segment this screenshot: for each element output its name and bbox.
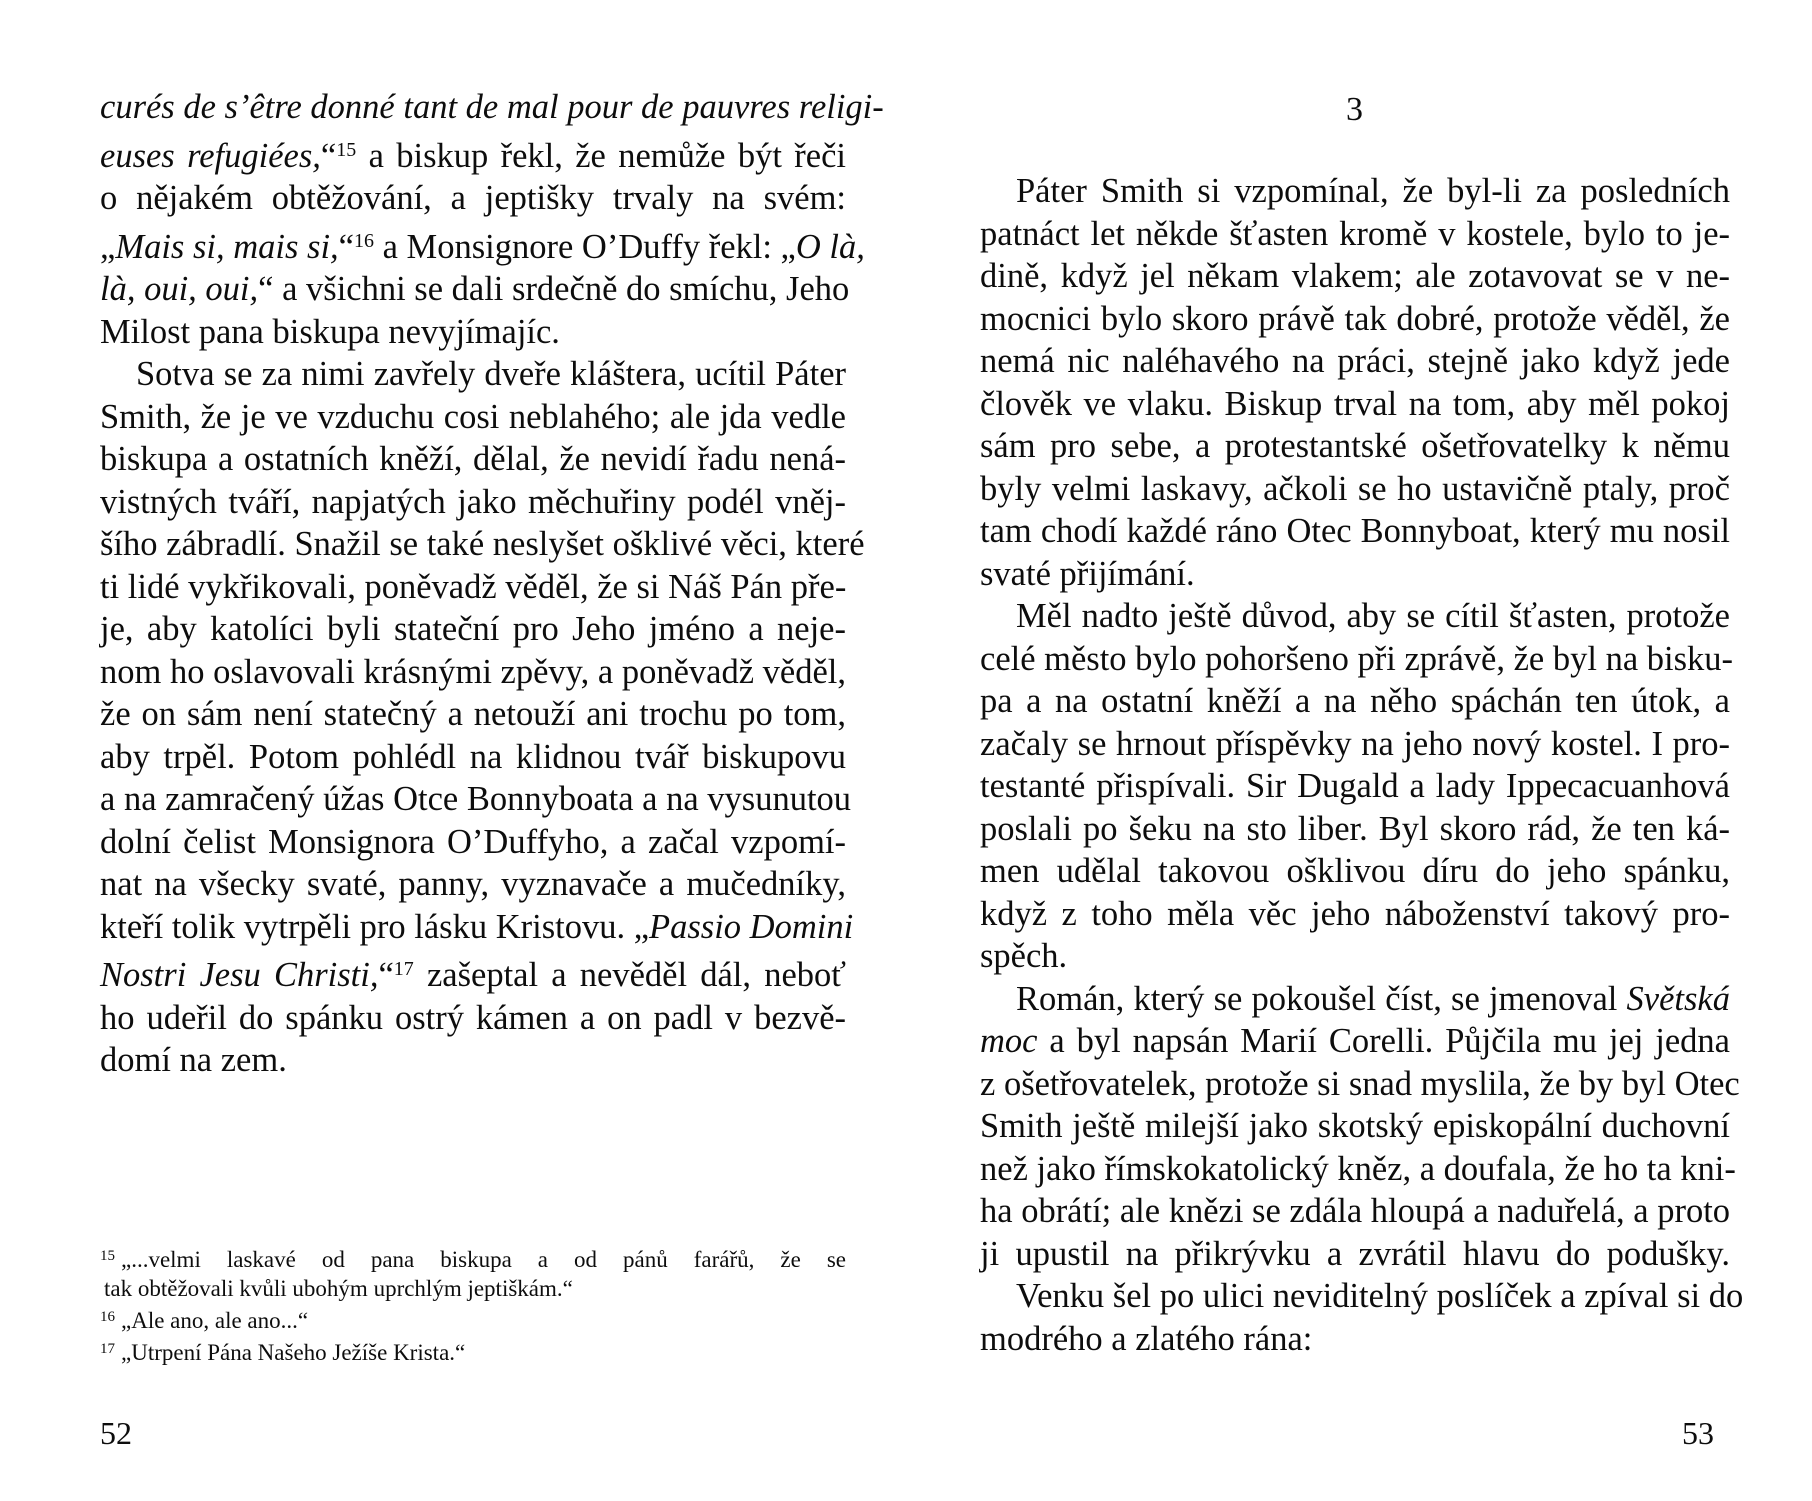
italic-text: là, oui, oui, (100, 270, 259, 308)
text-segment: je, aby katolíci byli stateční pro Jeho jméno a neje- (100, 610, 846, 648)
footnote-line (100, 1274, 846, 1303)
text-line (980, 468, 1730, 511)
text-line (100, 353, 846, 396)
text-segment: testanté přispívali. Sir Dugald a lady Ippecacuanhová (980, 767, 1730, 805)
text-line (100, 821, 846, 864)
text-line (100, 566, 846, 609)
text-segment: poslali po šeku na sto liber. Byl skoro rád, že ten ká- (980, 809, 1730, 848)
text-line (100, 778, 852, 821)
text-line (100, 608, 846, 651)
text-line (980, 808, 1730, 851)
text-segment: a Monsignore O’Duffy řekl: „ (373, 227, 796, 266)
text-line (100, 481, 846, 524)
footnote-line (100, 1242, 846, 1274)
text-line (100, 396, 846, 439)
italic-text: Mais si, mais si, (115, 227, 339, 266)
text-segment: když z toho měla věc jeho náboženství takový pro- (980, 894, 1730, 933)
text-line (980, 383, 1730, 426)
text-line (980, 1063, 1740, 1106)
text-segment: kteří tolik vytrpěli pro lásku Kristovu. „ (100, 907, 650, 946)
page-number-right: 53 (1682, 1415, 1714, 1451)
text-line (980, 935, 1730, 978)
text-segment: ji upustil na přikrývku a zvrátil hlavu do podušky. (980, 1234, 1730, 1273)
text-segment: “ (320, 136, 337, 175)
text-line (980, 298, 1730, 341)
text-segment: mocnici bylo skoro právě tak dobré, protože věděl, že (980, 299, 1730, 338)
text-line (980, 978, 1730, 1021)
text-segment: biskupa a ostatních kněží, dělal, že nevidí řadu nená- (100, 440, 846, 478)
text-segment: domí na zem. (100, 1041, 287, 1079)
text-segment: ha obrátí; ale knězi se zdála hloupá a naduřelá, a proto (980, 1192, 1731, 1230)
footnote (100, 1242, 846, 1303)
text-segment: Román, který se pokoušel číst, se jmenoval (1016, 979, 1627, 1018)
footnote-number: 15 (100, 1248, 115, 1264)
text-line (980, 213, 1730, 256)
text-segment: zašeptal a nevěděl dál, neboť (413, 956, 846, 994)
text-segment: člověk ve vlaku. Biskup trval na tom, aby měl pokoj (980, 384, 1730, 423)
right-page (906, 0, 1812, 1501)
text-segment: nemá nic naléhavého na práci, stejně jako když jede (980, 342, 1730, 380)
footnote-reference: 16 (353, 229, 374, 252)
text-line (100, 523, 865, 566)
text-line (100, 948, 846, 997)
footnote-number: 17 (100, 1341, 115, 1357)
text-line (980, 1020, 1730, 1063)
text-line (980, 1105, 1730, 1148)
text-line (100, 311, 846, 354)
footnote-text: „...velmi laskavé od pana biskupa a od pánů farářů, že se (121, 1247, 846, 1272)
text-segment: šího zábradlí. Snažil se také neslyšet ošklivé věci, které (100, 525, 865, 563)
text-segment: nat na všecky svaté, panny, vyznavače a mučedníky, (100, 865, 846, 903)
right-page-text (980, 170, 1744, 1360)
text-line (100, 1039, 846, 1082)
text-segment: “ (378, 956, 394, 994)
text-segment: než jako římskokatolický kněz, a doufala, že ho ta kni- (980, 1149, 1736, 1188)
text-segment: aby trpěl. Potom pohlédl na klidnou tvář biskupovu (100, 737, 846, 776)
italic-text: Nostri Jesu Christi, (100, 956, 379, 994)
text-segment: modrého a zlatého rána: (980, 1319, 1313, 1358)
footnote-reference: 17 (393, 958, 414, 980)
text-line (980, 595, 1730, 638)
text-segment: nom ho oslavovali krásnými zpěvy, a poněvadž věděl, (100, 652, 847, 691)
footnote-text: „Ale ano, ale ano...“ (121, 1308, 309, 1333)
footnote (100, 1303, 846, 1335)
text-segment: Smith ještě milejší jako skotský episkopální duchovní (980, 1107, 1730, 1145)
italic-text: euses refugiées, (100, 136, 321, 175)
text-line (100, 693, 846, 736)
italic-text: Světská (1626, 979, 1730, 1018)
text-segment: o nějakém obtěžování, a jeptišky trvaly na svém: (100, 179, 846, 217)
footnote-line (100, 1335, 846, 1367)
italic-text: moc (980, 1022, 1038, 1060)
text-segment: byly velmi laskavy, ačkoli se ho ustavičně ptaly, proč (980, 469, 1730, 508)
text-line (980, 425, 1730, 468)
text-line (100, 906, 854, 949)
chapter-number: 3 (1346, 91, 1363, 128)
text-line (980, 1233, 1730, 1276)
text-segment: z ošetřovatelek, protože si snad myslila, že by byl Otec (980, 1064, 1740, 1103)
text-line (100, 736, 846, 779)
text-segment: a na zamračený úžas Otce Bonnyboata a na vysunutou (100, 780, 852, 818)
text-segment: svaté přijímání. (980, 554, 1195, 593)
text-line (980, 553, 1730, 596)
italic-text: O là, (795, 227, 865, 266)
text-line (980, 723, 1730, 766)
text-line (100, 651, 846, 694)
text-segment: “ (338, 227, 354, 266)
text-line (980, 680, 1730, 723)
text-segment: vistných tváří, napjatých jako měchuřiny podél vněj- (100, 482, 846, 521)
text-segment: ti lidé vykřikovali, poněvadž věděl, že si Náš Pán pře- (100, 567, 847, 606)
footnote-text: tak obtěžovali kvůli ubohým uprchlým jeptiškám.“ (104, 1276, 573, 1301)
text-line (100, 129, 846, 178)
footnote-reference: 15 (336, 138, 357, 161)
text-line (980, 170, 1730, 213)
text-line (100, 220, 865, 269)
text-segment: že on sám není statečný a netouží ani trochu po tom, (100, 695, 846, 733)
italic-text: curés de s’être donné tant de mal pour de pauvres religi- (100, 88, 884, 126)
text-segment: Sotva se za nimi zavřely dveře kláštera, ucítil Páter (136, 355, 846, 393)
text-line (100, 863, 846, 906)
text-segment: Milost pana biskupa nevyjímajíc. (100, 312, 560, 351)
text-line (980, 638, 1734, 681)
text-segment: men udělal takovou ošklivou díru do jeho spánku, (980, 852, 1730, 890)
left-page-text (100, 86, 884, 1082)
footnote-text: „Utrpení Pána Našeho Ježíše Krista.“ (121, 1340, 466, 1365)
text-segment: sám pro sebe, a protestantské ošetřovatelky k němu (980, 427, 1730, 465)
text-line (980, 1275, 1744, 1318)
text-segment: spěch. (980, 937, 1068, 975)
text-line (100, 438, 846, 481)
text-segment: pa a na ostatní kněží a na něho spáchán ten útok, a (980, 682, 1730, 720)
italic-text: Passio Domini (649, 907, 854, 946)
footnote-line (100, 1303, 846, 1335)
footnotes (100, 1242, 846, 1367)
footnote (100, 1335, 846, 1367)
text-segment: a byl napsán Marií Corelli. Půjčila mu jej jedna (1037, 1022, 1730, 1060)
page-number-left: 52 (100, 1415, 132, 1451)
text-segment: ho udeřil do spánku ostrý kámen a on padl v bezvě- (100, 998, 846, 1037)
text-segment: Venku šel po ulici neviditelný poslíček a zpíval si do (1016, 1277, 1744, 1315)
text-line (980, 255, 1730, 298)
text-segment: začaly se hrnout příspěvky na jeho nový kostel. I pro- (980, 724, 1730, 763)
text-segment: patnáct let někde šťasten kromě v kostele, bylo to je- (980, 214, 1730, 253)
text-line (980, 765, 1730, 808)
text-line (100, 997, 846, 1040)
text-segment: “ a všichni se dali srdečně do smíchu, Jeho (258, 270, 850, 308)
footnote-number: 16 (100, 1309, 115, 1325)
text-segment: tam chodí každé ráno Otec Bonnyboat, který mu nosil (980, 512, 1730, 550)
text-segment: Páter Smith si vzpomínal, že byl-li za posledních (1016, 172, 1730, 210)
text-segment: dině, když jel někam vlakem; ale zotavovat se v ne- (980, 257, 1730, 295)
text-line (980, 893, 1730, 936)
text-line (100, 268, 850, 311)
text-line (980, 510, 1730, 553)
text-segment: „ (100, 227, 116, 266)
text-segment: Měl nadto ještě důvod, aby se cítil šťasten, protože (1016, 597, 1730, 635)
text-line (980, 1318, 1730, 1361)
text-line (980, 850, 1730, 893)
text-segment: a biskup řekl, že nemůže být řeči (356, 136, 846, 175)
text-line (980, 1190, 1730, 1233)
text-line (100, 177, 846, 220)
text-segment: dolní čelist Monsignora O’Duffyho, a začal vzpomí- (100, 822, 846, 861)
text-line (100, 86, 884, 129)
text-segment: Smith, že je ve vzduchu cosi neblahého; ale jda vedle (100, 397, 846, 436)
text-segment: celé město bylo pohoršeno při zprávě, že byl na bisku- (980, 639, 1734, 678)
text-line (980, 340, 1730, 383)
text-line (980, 1148, 1736, 1191)
